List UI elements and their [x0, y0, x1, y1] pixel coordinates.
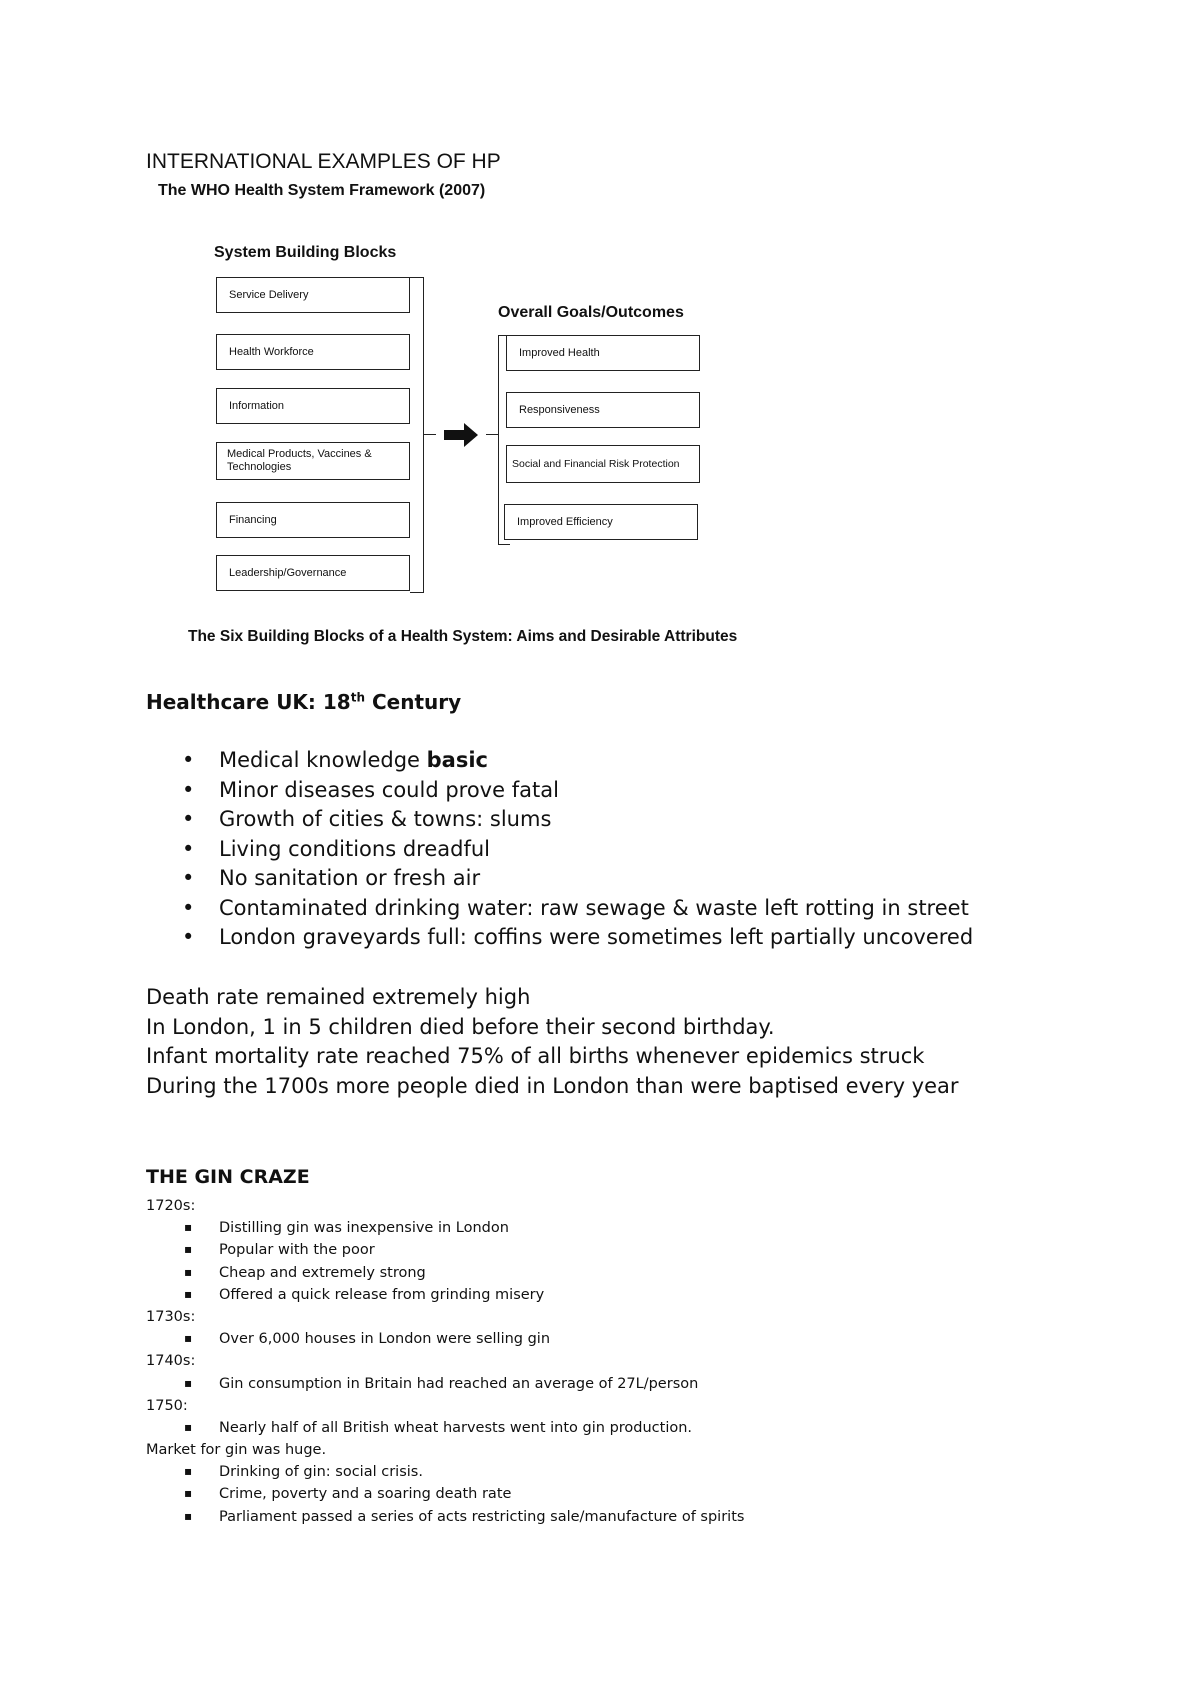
bullet-text: Medical knowledge: [219, 748, 427, 772]
healthcare-bullet-item: [146, 807, 973, 837]
goals-title: Overall Goals/Outcomes: [498, 304, 684, 321]
gin-list-item: [146, 1420, 744, 1442]
bullet-text: London graveyards full: coffins were sometimes left partially uncovered: [219, 925, 974, 949]
paragraph-line: During the 1700s more people died in London than were baptised every year: [146, 1073, 959, 1098]
square-bullet-icon: ▪: [184, 1286, 193, 1301]
healthcare-bullet-item: [146, 748, 973, 778]
gin-line-text: Nearly half of all British wheat harvests went into gin production.: [219, 1419, 693, 1436]
paragraph-line: In London, 1 in 5 children died before their second birthday.: [146, 1014, 775, 1039]
who-framework-figure: [146, 178, 806, 658]
gin-list-item: [146, 1331, 744, 1353]
gin-line-text: Cheap and extremely strong: [219, 1264, 426, 1281]
gin-line-text: Crime, poverty and a soaring death rate: [219, 1486, 512, 1503]
goal-responsiveness: Responsiveness: [506, 392, 700, 428]
figure-caption: The Six Building Blocks of a Health System: Aims and Desirable Attributes: [188, 628, 738, 645]
bullet-text: Contaminated drinking water: raw sewage & waste left rotting in street: [219, 895, 969, 920]
healthcare-bullet-item: [146, 837, 973, 867]
gin-line-text: 1740s:: [146, 1353, 196, 1370]
square-bullet-icon: ▪: [184, 1242, 193, 1257]
healthcare-bullet-list: [146, 748, 973, 955]
healthcare-bullet-item: [146, 896, 973, 926]
gin-list-item: [146, 1265, 744, 1287]
bullet-icon: •: [182, 925, 195, 949]
death-rate-paragraph: [146, 985, 959, 1103]
goal-improved-efficiency: Improved Efficiency: [504, 504, 698, 540]
bullet-bold-text: basic: [426, 748, 488, 772]
page-heading: INTERNATIONAL EXAMPLES OF HP: [146, 150, 501, 173]
gin-period-label: [146, 1198, 744, 1220]
bullet-icon: •: [182, 895, 195, 920]
gin-period-label: [146, 1398, 744, 1420]
gin-period-label: [146, 1353, 744, 1375]
paragraph-line: Death rate remained extremely high: [146, 985, 531, 1009]
square-bullet-icon: ▪: [184, 1419, 193, 1434]
gin-period-label: [146, 1442, 744, 1464]
gin-list-item: [146, 1464, 744, 1486]
bullet-text: No sanitation or fresh air: [219, 866, 481, 890]
gin-list-item: [146, 1242, 744, 1264]
bullet-icon: •: [182, 866, 195, 890]
bullet-icon: •: [182, 807, 195, 831]
gin-list-item: [146, 1220, 744, 1242]
bracket-connector-left: [424, 434, 436, 435]
gin-line-text: Offered a quick release from grinding misery: [219, 1286, 545, 1303]
goal-risk-protection: Social and Financial Risk Protection: [506, 445, 700, 483]
healthcare-heading-suffix: Century: [365, 690, 462, 714]
healthcare-heading-sup: th: [350, 690, 366, 705]
square-bullet-icon: ▪: [184, 1264, 193, 1279]
healthcare-heading-main: Healthcare UK: 18: [146, 690, 351, 714]
healthcare-heading: [146, 690, 461, 714]
gin-line-text: 1750:: [146, 1397, 188, 1414]
block-financing: Financing: [216, 502, 410, 538]
gin-period-label: [146, 1309, 744, 1331]
healthcare-bullet-item: [146, 778, 973, 808]
square-bullet-icon: ▪: [184, 1375, 193, 1390]
bullet-text: Minor diseases could prove fatal: [219, 777, 559, 802]
bullet-icon: •: [182, 777, 195, 802]
square-bullet-icon: ▪: [184, 1331, 193, 1346]
block-health-workforce: Health Workforce: [216, 334, 410, 370]
gin-list-item: [146, 1287, 744, 1309]
goal-improved-health: Improved Health: [506, 335, 700, 371]
right-arrow-icon: [442, 422, 482, 448]
bracket-connector-right: [486, 434, 498, 435]
building-blocks-title: System Building Blocks: [214, 244, 397, 261]
gin-line-text: Drinking of gin: social crisis.: [219, 1464, 423, 1481]
gin-line-text: Over 6,000 houses in London were selling gin: [219, 1331, 551, 1348]
block-leadership-governance: Leadership/Governance: [216, 555, 410, 591]
paragraph-line: Infant mortality rate reached 75% of all births whenever epidemics struck: [146, 1044, 925, 1068]
gin-line-text: Popular with the poor: [219, 1242, 375, 1259]
gin-line-text: 1720s:: [146, 1198, 196, 1214]
gin-list-item: [146, 1509, 744, 1531]
gin-craze-list: [146, 1198, 744, 1531]
block-service-delivery: Service Delivery: [216, 277, 410, 313]
gin-line-text: Gin consumption in Britain had reached an average of 27L/person: [219, 1375, 699, 1392]
block-medical-products: Medical Products, Vaccines & Technologies: [216, 442, 410, 480]
gin-list-item: [146, 1376, 744, 1398]
bullet-icon: •: [182, 748, 195, 772]
bullet-text: Living conditions dreadful: [219, 836, 490, 861]
square-bullet-icon: ▪: [184, 1508, 193, 1523]
block-information: Information: [216, 388, 410, 424]
square-bullet-icon: ▪: [184, 1220, 193, 1235]
gin-line-text: Market for gin was huge.: [146, 1442, 327, 1459]
gin-list-item: [146, 1486, 744, 1508]
square-bullet-icon: ▪: [184, 1486, 193, 1501]
gin-line-text: Distilling gin was inexpensive in London: [219, 1220, 509, 1237]
bullet-icon: •: [182, 836, 195, 861]
bullet-text: Growth of cities & towns: slums: [219, 807, 552, 831]
figure-title: The WHO Health System Framework (2007): [158, 182, 486, 199]
gin-line-text: Parliament passed a series of acts restricting sale/manufacture of spirits: [219, 1508, 745, 1525]
square-bullet-icon: ▪: [184, 1464, 193, 1479]
gin-craze-heading: THE GIN CRAZE: [146, 1166, 310, 1188]
gin-line-text: 1730s:: [146, 1308, 196, 1325]
healthcare-bullet-item: [146, 866, 973, 896]
blocks-bracket: [410, 277, 424, 593]
healthcare-bullet-item: [146, 925, 973, 955]
